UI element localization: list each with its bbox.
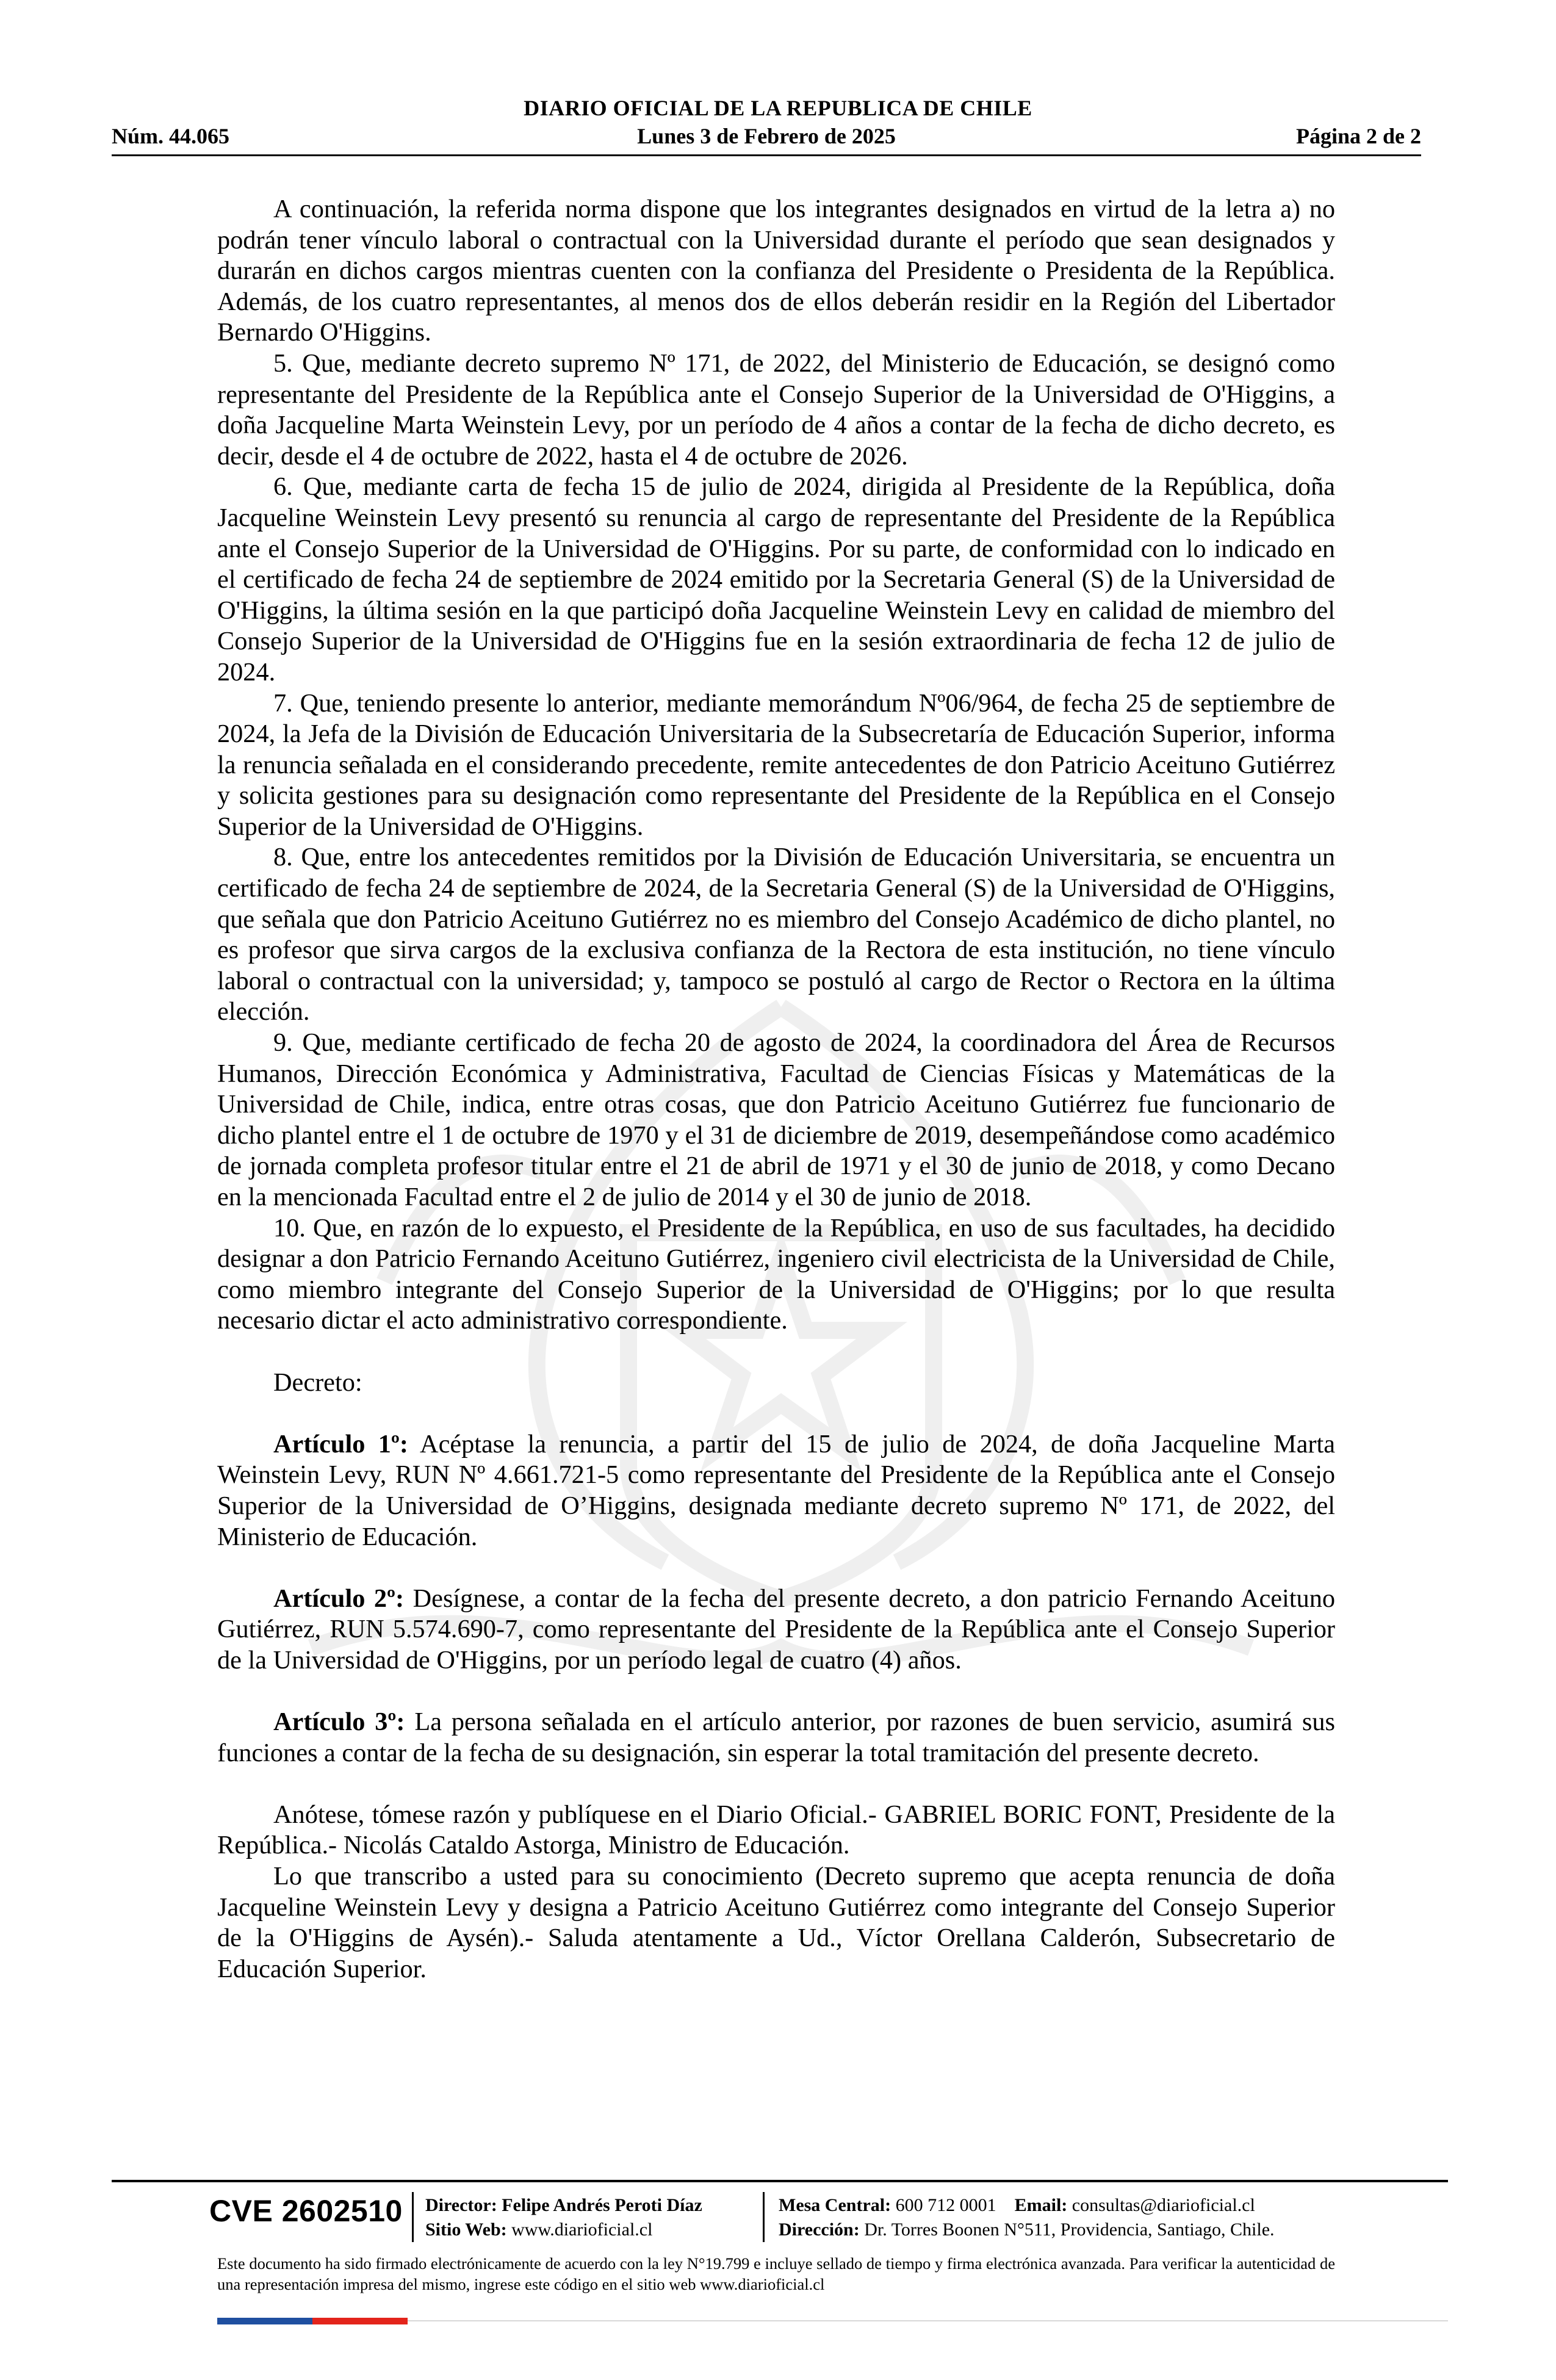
email-label: Email: [1014, 2195, 1068, 2215]
article-1-label: Artículo 1º: [273, 1429, 408, 1459]
paragraph-7: 7. Que, teniendo presente lo anterior, mediante memorándum Nº06/964, de fecha 25 de septiembre de 2024, la Jefa de la División de Educación Universitaria de la Subsecretaría de Educación Superior, informa la renuncia señalada en el considerando precedente, remite antecedentes de don Patricio Aceituno Gutiérrez y solicita gestiones para su designación como representante del Presidente de la República en el Consejo Superior de la Universidad de O'Higgins. [217, 688, 1335, 841]
director-label: Director: [425, 2195, 497, 2215]
article-3-label: Artículo 3º: [273, 1707, 405, 1737]
paragraph-9: 9. Que, mediante certificado de fecha 20 de agosto de 2024, la coordinadora del Área de Recursos Humanos, Dirección Económica y Administrativa, Facultad de Ciencias Físicas y Matemáticas de la Universidad de Chile, indica, entre otras cosas, que don Patricio Aceituno Gutiérrez fue funcionario de dicho plantel entre el 1 de octubre de 1970 y el 31 de diciembre de 2019, desempeñándose como académico de jornada completa profesor titular entre el 21 de abril de 1971 y el 30 de junio de 2018, y como Decano en la mencionada Facultad entre el 2 de julio de 2014 y el 30 de junio de 2018. [217, 1028, 1335, 1211]
phone-label: Mesa Central: [779, 2195, 891, 2215]
cve-code: CVE 2602510 [209, 2194, 403, 2228]
footer-director-block [425, 2193, 702, 2242]
issue-date: Lunes 3 de Febrero de 2025 [637, 124, 896, 148]
paragraph-10: 10. Que, en razón de lo expuesto, el Presidente de la República, en uso de sus facultades, ha decidido designar a don Patricio Fernando Aceituno Gutiérrez, ingeniero civil electricista de la Universidad de Chile, como miembro integrante del Consejo Superior de la Universidad de O'Higgins; por lo que resulta necesario dictar el acto administrativo correspondiente. [217, 1213, 1335, 1335]
publication-title: DIARIO OFICIAL DE LA REPUBLICA DE CHILE [524, 96, 1032, 120]
article-2-text: Desígnese, a contar de la fecha del presente decreto, a don patricio Fernando Aceituno Gutiérrez, RUN 5.574.690-7, como representante del Presidente de la República ante el Consejo Superior de la Universidad de O'Higgins, por un período legal de cuatro (4) años. [217, 1584, 1336, 1675]
website-label: Sitio Web: [425, 2220, 507, 2240]
footer-divider [112, 2180, 1448, 2182]
paragraph-5: 5. Que, mediante decreto supremo Nº 171, de 2022, del Ministerio de Educación, se designó como representante del Presidente de la República ante el Consejo Superior de la Universidad de O'Higgins, a doña Jacqueline Marta Weinstein Levy, por un período de 4 años a contar de la fecha de dicho decreto, es decir, desde el 4 de octubre de 2022, hasta el 4 de octubre de 2026. [217, 348, 1335, 471]
footer-separator [412, 2192, 414, 2242]
footer-separator [763, 2192, 765, 2242]
flag-stripe-red [312, 2318, 408, 2324]
paragraph-8: 8. Que, entre los antecedentes remitidos por la División de Educación Universitaria, se encuentra un certificado de fecha 24 de septiembre de 2024, de la Secretaria General (S) de la Universidad de O'Higgins, que señala que don Patricio Aceituno Gutiérrez no es miembro del Consejo Académico de dicho plantel, no es profesor que sirva cargos de la exclusiva confianza de la Rectora de esta institución, no tiene vínculo laboral o contractual con la universidad; y, tampoco se postuló al cargo de Rector o Rectora en la última elección. [217, 843, 1335, 1026]
article-1-text: Acéptase la renuncia, a partir del 15 de julio de 2024, de doña Jacqueline Marta Weinstein Levy, RUN Nº 4.661.721-5 como representante del Presidente de la República ante el Consejo Superior de la Universidad de O’Higgins, designada mediante decreto supremo Nº 171, de 2022, del Ministerio de Educación. [217, 1429, 1336, 1551]
closing-signatures: Anótese, tómese razón y publíquese en el Diario Oficial.- GABRIEL BORIC FONT, Presidente de la República.- Nicolás Cataldo Astorga, Ministro de Educación. [217, 1800, 1335, 1860]
paragraph-6: 6. Que, mediante carta de fecha 15 de julio de 2024, dirigida al Presidente de la República, doña Jacqueline Weinstein Levy presentó su renuncia al cargo de representante del Presidente de la República ante el Consejo Superior de la Universidad de O'Higgins. Por su parte, de conformidad con lo indicado en el certificado de fecha 24 de septiembre de 2024 emitido por la Secretaria General (S) de la Universidad de O'Higgins, la última sesión en la que participó doña Jacqueline Weinstein Levy en calidad de miembro del Consejo Superior de la Universidad de O'Higgins fue en la sesión extraordinaria de fecha 12 de julio de 2024. [217, 472, 1335, 687]
page-indicator: Página 2 de 2 [1295, 124, 1421, 148]
decree-body [217, 194, 1335, 1985]
address-label: Dirección: [779, 2220, 860, 2240]
issue-number: Núm. 44.065 [112, 124, 230, 148]
article-3-text: La persona señalada en el artículo anterior, por razones de buen servicio, asumirá sus funciones a contar de la fecha de su designación, sin esperar la total tramitación del presente decreto. [217, 1707, 1335, 1767]
flag-stripe-blue [217, 2318, 312, 2324]
director-name: Felipe Andrés Peroti Díaz [502, 2195, 702, 2215]
footer-contact-block [779, 2193, 1275, 2242]
closing-transcription: Lo que transcribo a usted para su conocimiento (Decreto supremo que acepta renuncia de doña Jacqueline Weinstein Levy y designa a Patricio Aceituno Gutiérrez como integrante del Consejo Superior de la O'Higgins de Aysén).- Saluda atentamente a Ud., Víctor Orellana Calderón, Subsecretario de Educación Superior. [217, 1862, 1335, 1983]
flag-stripe [217, 2318, 408, 2324]
article-2 [217, 1584, 1335, 1676]
phone-number: 600 712 0001 [895, 2195, 996, 2215]
footer-rule [408, 2320, 1448, 2321]
header-row [112, 123, 1421, 150]
email-link[interactable]: consultas@diarioficial.cl [1072, 2195, 1255, 2215]
article-3 [217, 1707, 1335, 1769]
decree-heading: Decreto: [273, 1368, 362, 1397]
article-1 [217, 1429, 1335, 1552]
article-2-label: Artículo 2º: [273, 1584, 405, 1613]
paragraph-intro: A continuación, la referida norma dispone que los integrantes designados en virtud de la letra a) no podrán tener vínculo laboral o contractual con la Universidad durante el período que sean designados y durarán en dichos cargos mientras cuenten con la confianza del Presidente o Presidenta de la República. Además, de los cuatro representantes, al menos dos de ellos deberán residir en la Región del Libertador Bernardo O'Higgins. [217, 195, 1335, 347]
website-link[interactable]: www.diarioficial.cl [511, 2220, 653, 2240]
electronic-signature-note: Este documento ha sido firmado electrónicamente de acuerdo con la ley N°19.799 e incluye sellado de tiempo y firma electrónica avanzada. Para verificar la autenticidad de una representación impresa del mismo, ingrese este código en el sitio web www.diarioficial.cl [217, 2254, 1335, 2293]
header-divider [112, 154, 1421, 156]
address-text: Dr. Torres Boonen N°511, Providencia, Santiago, Chile. [864, 2220, 1275, 2240]
